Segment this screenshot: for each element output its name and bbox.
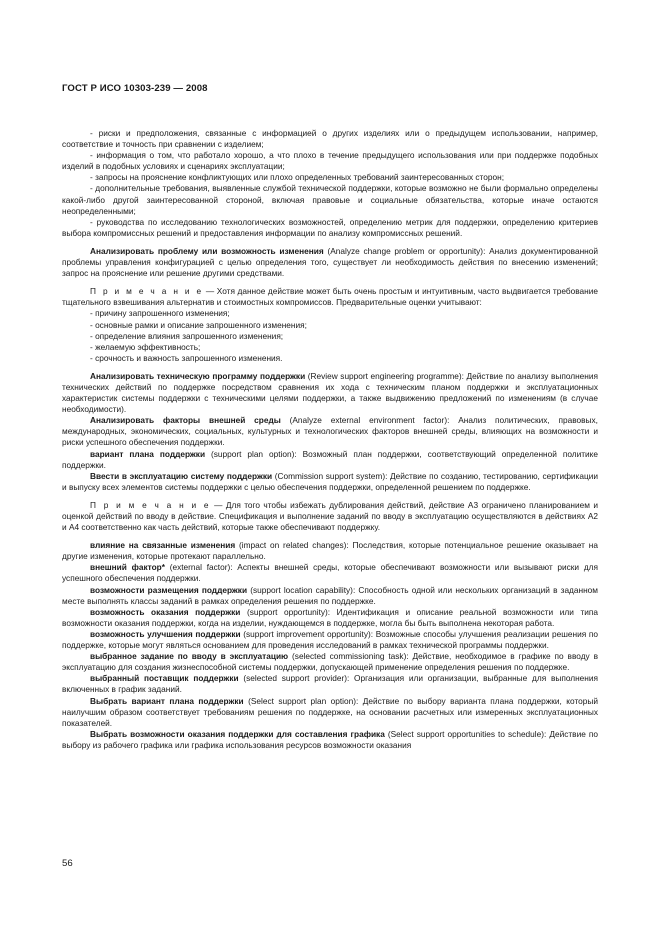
list-item: - желаемую эффективность;: [90, 341, 201, 352]
definition-entry: [62, 585, 598, 607]
list-item: - основные рамки и описание запрошенного изменения;: [90, 319, 307, 330]
definition-entry: [62, 629, 598, 651]
definition-text: (support improvement opportunity): Возможные способы улучшения реализации решения по поддержке, которые могут являться основанием для проведения исследований в рамках технической программы поддержки.: [62, 628, 598, 651]
definition-entry: [62, 562, 598, 584]
definition-text: (impact on related changes): Последствия, которые потенциальное решение оказывает на другие изменения, которые протекают параллельно.: [62, 540, 598, 562]
definition-term: внешний фактор*: [90, 562, 165, 573]
definition-entry: [62, 729, 598, 751]
definition-text: (support plan option): Возможный план поддержки, соответствующий определенной политике поддержки.: [62, 448, 598, 470]
definition-term: Анализировать техническую программу поддержки: [90, 370, 306, 381]
definition-term: Выбрать вариант плана поддержки: [90, 695, 244, 706]
definition-text: (selected support provider): Организация или организации, выбранные для выполнения включенных в график заданий.: [62, 673, 598, 695]
definition-term: выбранное задание по вводу в эксплуатацию: [90, 651, 289, 662]
list-item: - риски и предположения, связанные с информацией о других изделиях или о предыдущем использовании, например, соответствие и точность при сравнении с изделием;: [62, 128, 598, 150]
list-item: - запросы на прояснение конфликтующих или плохо определенных требований заинтересованных сторон;: [90, 172, 504, 183]
definition-term: Анализировать факторы внешней среды: [90, 415, 281, 426]
definition-term: возможность улучшения поддержки: [90, 628, 241, 639]
note-text: — Хотя данное действие может быть очень простым и интуитивным, часто выдвигается требование тщательного взвешивания альтернатив и стоимостных компромиссов. Предварительные оценки учитывают:: [62, 286, 598, 308]
definition-term: вариант плана поддержки: [90, 448, 206, 459]
definition-term: Анализировать проблему или возможность изменения: [90, 245, 324, 256]
definition-text: (Analyze external environment factor): Анализ политических, правовых, международных, экономических, социальных, культурных и технологических факторов внешней среды, влияющих на возможности и риски успешного обеспечения поддержки.: [62, 415, 598, 448]
definition-entry: [62, 415, 598, 448]
note-text: — Для того чтобы избежать дублирования действий, действие А3 ограничено планированием и оценкой действий по вводу в действие. Спецификация и выполнение заданий по вводу в эксплуатацию осуществляются в действиях А2 и А4 соответственно как часть действий, которые также обеспечивают поддержку.: [62, 499, 598, 533]
definition-entry: [62, 540, 598, 562]
definition-text: (Review support engineering programme): Действие по анализу выполнения технических действий по поддержке посредством сравнения их хода с техническим планом поддержки и эксплуатационных характеристик системы поддержки с техническими целями поддержки, а также выдвижению предложений по изменениям (в случае необходимости).: [62, 370, 598, 415]
definition-text: (Commission support system): Действие по созданию, тестированию, сертификации и выпуску всех элементов системы поддержки с целью обеспечения поддержки, определенной решением по поддержке.: [62, 470, 599, 492]
definitions-group-1: [62, 371, 598, 493]
definition-term: Ввести в эксплуатацию систему поддержки: [90, 470, 273, 481]
list-item: - причину запрошенного изменения;: [90, 308, 230, 319]
definition-term: выбранный поставщик поддержки: [90, 673, 239, 684]
definition-text: (selected commissioning task): Действие, необходимое в графике по вводу в эксплуатацию для создания жизнеспособной системы поддержки, допускающей применение определения решения по поддержке.: [62, 651, 599, 673]
list-item: - срочность и важность запрошенного изменения.: [90, 352, 283, 363]
definition-term: влияние на связанные изменения: [90, 540, 236, 551]
definition-analyze-change: [62, 246, 598, 279]
page-number: 56: [62, 858, 73, 869]
document-header: ГОСТ Р ИСО 10303-239 — 2008: [62, 83, 208, 94]
list-item: - руководства по исследованию технологических возможностей, определению метрик для поддержки, определению критериев выбора компромиссных решений и предоставления информации по анализу компромиссных решений.: [62, 216, 598, 238]
definition-entry: [62, 696, 598, 729]
definitions-group-2: [62, 540, 598, 751]
definition-text: (Select support plan option): Действие по выбору варианта плана поддержки, который наилучшим образом соответствует требованиям решения по поддержке, на основании расчетных или измеренных эксплуатационных показателей.: [62, 695, 598, 728]
definition-entry: [62, 651, 598, 673]
definition-term: возможность оказания поддержки: [90, 606, 241, 617]
list-item: - информация о том, что работало хорошо, а что плохо в течение предыдущего использования или при поддержке подобных изделий в подобных условиях и сценариях эксплуатации;: [62, 150, 598, 172]
definition-text: (support location capability): Способность одной или нескольких организаций в заданном месте выполнять классы заданий в рамках определения решения по поддержке.: [62, 584, 598, 606]
definition-text: (Analyze change problem or opportunity): Анализ документированной проблемы управления конфигурацией с целью определения того, существует ли необходимость действия по внесению изменений; запрос на прояснение или решение другими средствами.: [62, 245, 598, 279]
note-label: П р и м е ч а н и е: [90, 286, 204, 297]
list-item: - определение влияния запрошенного изменения;: [90, 330, 284, 341]
intro-list: [62, 128, 598, 239]
definition-text: (Select support opportunities to schedule): Действие по выбору из рабочего графика или графика использования ресурсов возможности оказания: [62, 728, 598, 750]
definition-text: (external factor): Аспекты внешней среды, которые обеспечивают возможности или вызывают риски для успешного обеспечения поддержки.: [62, 562, 598, 584]
definition-entry: [62, 371, 598, 415]
definition-entry: [62, 449, 598, 471]
note-2: [62, 500, 598, 533]
definition-entry: [62, 471, 598, 493]
list-item: - дополнительные требования, выявленные службой технической поддержки, которые возможно не были формально определены какой-либо другой заинтересованной стороной, включая правовые и социальные обязательства, которые иначе остаются неопределенными;: [62, 183, 598, 216]
definition-term: Выбрать возможности оказания поддержки для составления графика: [90, 728, 385, 739]
definition-entry: [62, 673, 598, 695]
note-1: [62, 286, 598, 364]
document-body: [62, 128, 598, 751]
note-paragraph: [62, 286, 598, 308]
definition-text: (support opportunity): Идентификация и описание реальной возможности или типа возможности оказания поддержки, когда на изделии, нуждающемся в поддержке, могла бы быть выполнена некоторая работа.: [62, 606, 598, 628]
definition-entry: [62, 607, 598, 629]
note-label: П р и м е ч а н и е: [90, 499, 211, 510]
definition-term: возможности размещения поддержки: [90, 584, 248, 595]
